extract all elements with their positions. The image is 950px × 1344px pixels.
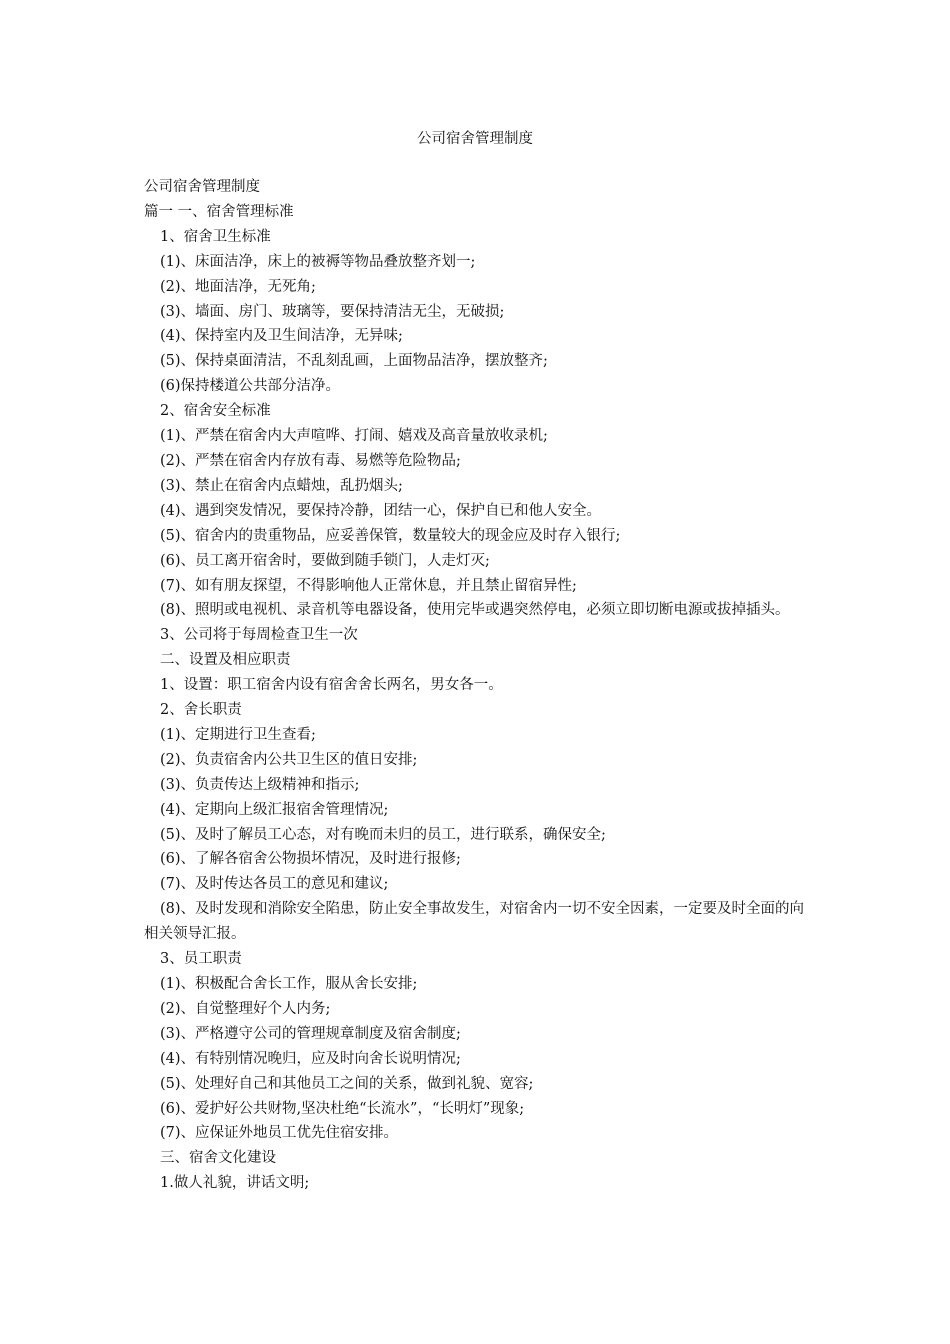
paragraph-line: (6)、员工离开宿舍时，要做到随手锁门，人走灯灭; <box>160 552 490 569</box>
paragraph-line: (4)、有特别情况晚归，应及时向舍长说明情况; <box>160 1050 461 1067</box>
paragraph-line: 3、员工职责 <box>160 951 242 968</box>
paragraph-line: (5)、及时了解员工心态，对有晚而未归的员工，进行联系，确保安全; <box>160 826 606 843</box>
paragraph-line: (7)、应保证外地员工优先住宿安排。 <box>160 1125 399 1142</box>
paragraph-line: 篇一 一、宿舍管理标准 <box>144 203 294 220</box>
paragraph-line: (2)、负责宿舍内公共卫生区的值日安排; <box>160 751 418 768</box>
paragraph-line: 1、设置：职工宿舍内设有宿舍舍长两名，男女各一。 <box>160 677 503 694</box>
paragraph-line: (4)、定期向上级汇报宿舍管理情况; <box>160 801 389 818</box>
paragraph-line: (8)、及时发现和消除安全陷患，防止安全事故发生，对宿舍内一切不安全因素，一定要及时全面的向相关领导汇报。 <box>144 901 805 943</box>
paragraph-line: (5)、保持桌面清洁，不乱刻乱画，上面物品洁净，摆放整齐; <box>160 353 548 370</box>
paragraph-line: (7)、如有朋友探望，不得影响他人正常休息，并且禁止留宿异性; <box>160 577 577 594</box>
paragraph-line: 1、宿舍卫生标准 <box>160 228 271 245</box>
paragraph-line: 二、设置及相应职责 <box>160 652 291 669</box>
paragraph-line: 1.做人礼貌，讲话文明; <box>160 1175 310 1192</box>
paragraph-line: (5)、处理好自己和其他员工之间的关系，做到礼貌、宽容; <box>160 1075 534 1092</box>
paragraph-line: (3)、负责传达上级精神和指示; <box>160 776 360 793</box>
paragraph-line: 3、公司将于每周检查卫生一次 <box>160 627 358 644</box>
paragraph-line: (1)、床面洁净，床上的被褥等物品叠放整齐划一; <box>160 253 476 270</box>
paragraph-line: (7)、及时传达各员工的意见和建议; <box>160 876 389 893</box>
paragraph-line: (6)、了解各宿舍公物损坏情况，及时进行报修; <box>160 851 461 868</box>
page-title: 公司宿舍管理制度 <box>417 131 533 147</box>
paragraph-line: (3)、墙面、房门、玻璃等，要保持清洁无尘，无破损; <box>160 303 505 320</box>
paragraph-line: (5)、宿舍内的贵重物品，应妥善保管，数量较大的现金应及时存入银行; <box>160 527 621 544</box>
paragraph-line: (3)、严格遵守公司的管理规章制度及宿舍制度; <box>160 1025 461 1042</box>
paragraph-line: (2)、严禁在宿舍内存放有毒、易燃等危险物品; <box>160 452 461 469</box>
paragraph-line: (2)、地面洁净，无死角; <box>160 278 316 295</box>
paragraph-line: (4)、保持室内及卫生间洁净，无异味; <box>160 328 403 345</box>
paragraph-line: 2、舍长职责 <box>160 702 242 719</box>
paragraph-line: (3)、禁止在宿舍内点蜡烛，乱扔烟头; <box>160 477 403 494</box>
paragraph-line: (4)、遇到突发情况，要保持冷静，团结一心，保护自已和他人安全。 <box>160 502 602 519</box>
document-body <box>144 175 816 1196</box>
paragraph-line: 三、宿舍文化建设 <box>160 1150 276 1167</box>
paragraph-line: (6)、爱护好公共财物,坚决杜绝“长流水”，“长明灯”现象; <box>160 1100 525 1117</box>
paragraph-line: (1)、定期进行卫生查看; <box>160 726 316 743</box>
paragraph-line: (8)、照明或电视机、录音机等电器设备，使用完毕或遇突然停电，必须立即切断电源或拔掉插头。 <box>160 602 790 619</box>
paragraph-line: (2)、自觉整理好个人内务; <box>160 1000 331 1017</box>
paragraph-line: (1)、积极配合舍长工作，服从舍长安排; <box>160 976 418 992</box>
paragraph-line: 2、宿舍安全标准 <box>160 403 271 420</box>
paragraph-line: (6)保持楼道公共部分洁净。 <box>160 378 341 395</box>
paragraph-line: 公司宿舍管理制度 <box>144 179 260 195</box>
paragraph-line: (1)、严禁在宿舍内大声喧哗、打闹、嬉戏及高音量放收录机; <box>160 428 548 445</box>
